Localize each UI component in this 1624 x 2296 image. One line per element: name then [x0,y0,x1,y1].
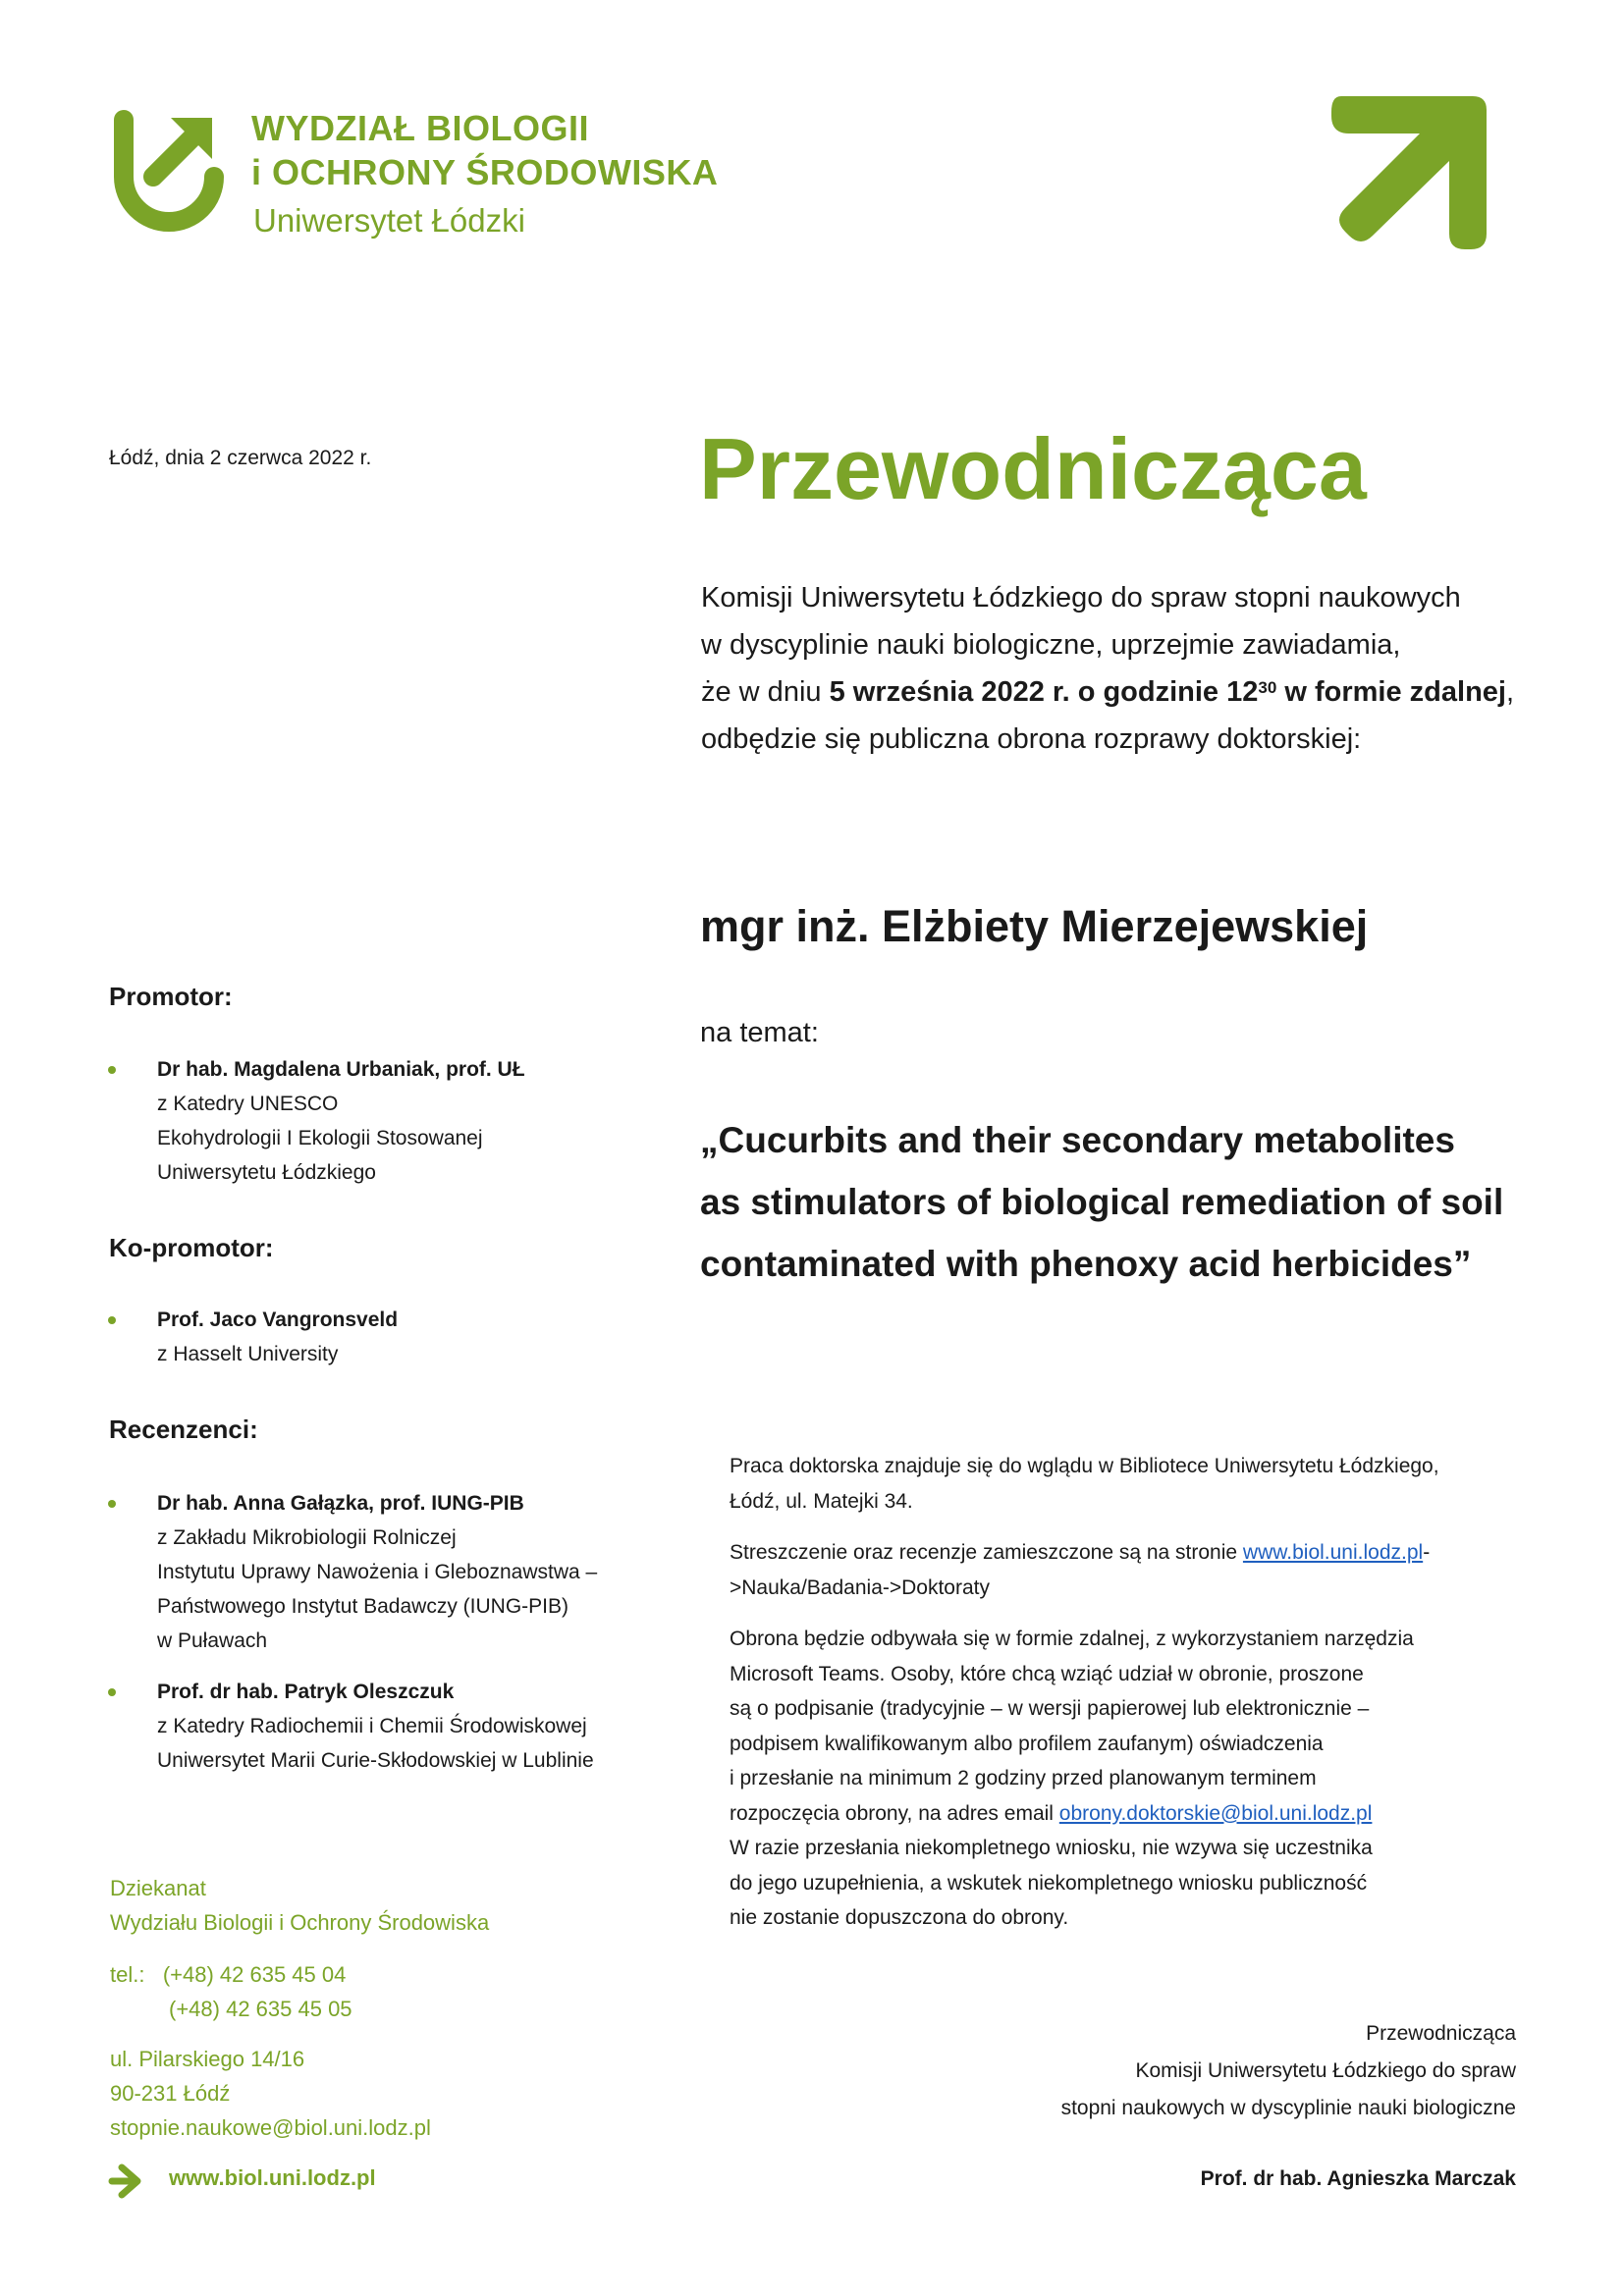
footer-website-link[interactable]: www.biol.uni.lodz.pl [169,2165,376,2190]
announcement-intro [701,574,1585,763]
bullet-icon [108,1316,116,1324]
reviewer-entry: Prof. dr hab. Patryk Oleszczuk z Katedry Radiochemii i Chemii Środowiskowej Uniwersytet Marii Curie-Skłodowskiej w Lublinie [108,1675,677,1778]
page-title: Przewodnicząca [699,420,1367,517]
arrow-right-icon [108,2163,143,2200]
office-name: Dziekanat Wydziału Biologii i Ochrony Środowiska [110,1876,490,1935]
signature-line1: Przewodnicząca [1366,2022,1516,2045]
intro-line-datetime: że w dniu 5 września 2022 r. o godzinie $12^{30}$ w formie zdalnej, [701,676,1515,708]
reviewer-entry: Dr hab. Anna Gałązka, prof. IUNG-PIB z Zakładu Mikrobiologii Rolniczej Instytutu Uprawy Nawożenia i Gleboznawstwa – Państwowego Instytut Badawczy (IUNG-PIB) w Puławach [108,1486,677,1658]
signature-name: Prof. dr hab. Agnieszka Marczak [1200,2167,1516,2190]
copromotor-heading: Ko-promotor: [109,1233,274,1262]
on-topic-label: na temat: [700,1017,819,1048]
email-link[interactable]: obrony.doktorskie@biol.uni.lodz.pl [1058,1801,1373,1825]
intro-line: Komisji Uniwersytetu Łódzkiego do spraw stopni naukowych [701,582,1461,614]
intro-line: odbędzie się publiczna obrona rozprawy doktorskiej: [701,723,1362,755]
info-paragraph-remote: Obrona będzie odbywała się w formie zdalnej, z wykorzystaniem narzędzia Microsoft Teams. Osoby, które chcą wziąć udział w obronie, proszone są o podpisanie (tradycyjnie – w wersji papierowej lub elektronicznie – podpisem kwalifikowanym albo profilem zaufanym) oświadczenia i przesłanie na minimum 2 godziny przed planowanym terminem rozpoczęcia obrony, na adres email obrony.doktorskie@biol.uni.lodz.pl W razie przesłania niekompletnego wniosku, nie wzywa się uczestnika do jego uzupełnienia, a wskutek niekompletnego wniosku publiczność nie zostanie dopuszczona do obrony. [730,1628,1414,1929]
intro-line: w dyscyplinie nauki biologiczne, uprzejmie zawiadamia, [701,629,1401,661]
phone-2[interactable]: (+48) 42 635 45 05 [169,1997,352,2021]
info-paragraph-library: Praca doktorska znajduje się do wglądu w Bibliotece Uniwersytetu Łódzkiego, Łódź, ul. Matejki 34. [730,1455,1439,1513]
office-email[interactable]: stopnie.naukowe@biol.uni.lodz.pl [110,2115,431,2140]
office-phones: tel.: (+48) 42 635 45 04 (+48) 42 635 45 05 [110,1962,352,2021]
website-link[interactable]: www.biol.uni.lodz.pl [1242,1541,1424,1564]
phone-1[interactable]: (+48) 42 635 45 04 [162,1962,347,1987]
office-address: ul. Pilarskiego 14/16 90-231 Łódź stopnie.naukowe@biol.uni.lodz.pl [110,2042,431,2145]
candidate-name: mgr inż. Elżbiety Mierzejewskiej [700,901,1369,951]
bullet-icon [108,1500,116,1508]
university-name: Uniwersytet Łódzki [253,202,525,239]
signature-line2: Komisji Uniwersytetu Łódzkiego do spraw [1135,2059,1516,2082]
arrow-up-right-icon [1327,96,1487,249]
faculty-name-line2: i OCHRONY ŚRODOWISKA [251,152,719,192]
faculty-name-line1: WYDZIAŁ BIOLOGII [251,108,589,148]
copromotor-entry: Prof. Jaco Vangronsveld z Hasselt University [108,1303,677,1371]
thesis-title: „Cucurbits and their secondary metabolites as stimulators of biological remediation of soil contaminated with phenoxy acid herbicides” [700,1120,1504,1284]
bullet-icon [108,1066,116,1074]
signature-line3: stopni naukowych w dyscyplinie nauki biologiczne [1060,2097,1516,2119]
ul-arrow-logo-icon [114,108,224,238]
promotor-entry: Dr hab. Magdalena Urbaniak, prof. UŁ z Katedry UNESCO Ekohydrologii I Ekologii Stosowanej Uniwersytetu Łódzkiego [108,1052,677,1190]
reviewers-heading: Recenzenci: [109,1415,258,1444]
bullet-icon [108,1688,116,1696]
info-paragraph-abstract: Streszczenie oraz recenzje zamieszczone są na stronie www.biol.uni.lodz.pl- >Nauka/Badania->Doktoraty [730,1541,1431,1599]
promotor-heading: Promotor: [109,982,233,1011]
document-date: Łódź, dnia 2 czerwca 2022 r. [109,447,372,469]
